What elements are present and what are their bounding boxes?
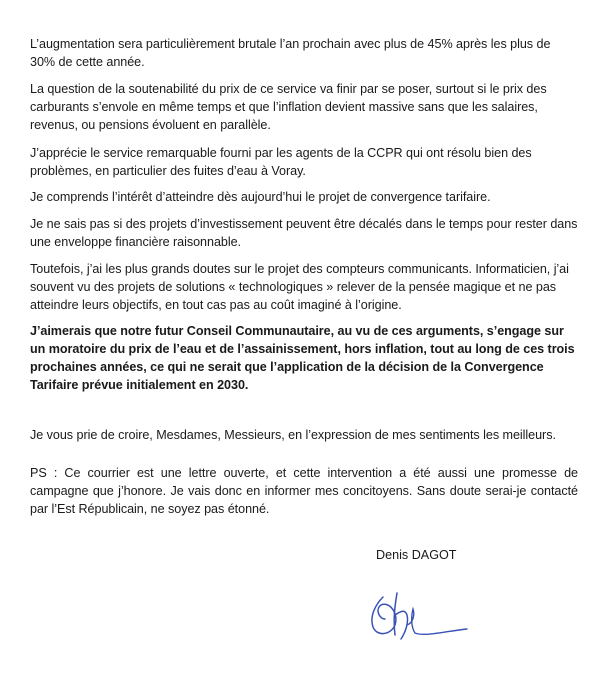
paragraph-sustainability: La question de la soutenabilité du prix de ce service va finir par se poser, surtout si le prix des carburants s’envole en même temps et que l’inflation devient massive sans que les salaires, revenus, ou pensions évoluent en parallèle. [30, 82, 547, 132]
paragraph-moratorium-request: J’aimerais que notre futur Conseil Communautaire, au vu de ces arguments, s’engage sur un moratoire du prix de l’eau et de l’assainissement, hors inflation, tout au long de ces trois prochaines années, ce qui ne serait que l’application de la décision de la Convergence Tarifaire prévue initialement en 2030. [30, 324, 575, 392]
paragraph-closing-formula: Je vous prie de croire, Mesdames, Messieurs, en l’expression de mes sentiments les meilleurs. [30, 428, 556, 442]
signer-name: Denis DAGOT [376, 548, 457, 562]
paragraph-postscript: PS : Ce courrier est une lettre ouverte, et cette intervention a été aussi une promesse de campagne que j’honore. Je vais donc en informer mes concitoyens. Sans doute serai-je contacté par l’Est Républicain, ne soyez pas étonné. [30, 466, 578, 516]
paragraph-price-increase: L’augmentation sera particulièrement brutale l’an prochain avec plus de 45% après les plus de 30% de cette année. [30, 37, 551, 69]
signature-stroke-tail [407, 609, 467, 634]
paragraph-convergence: Je comprends l’intérêt d’atteindre dès aujourd’hui le projet de convergence tarifaire. [30, 190, 491, 204]
paragraph-investments: Je ne sais pas si des projets d’investissement peuvent être décalés dans le temps pour rester dans une enveloppe financière raisonnable. [30, 217, 578, 249]
paragraph-smart-meters: Toutefois, j’ai les plus grands doutes sur le projet des compteurs communicants. Informaticien, j’ai souvent vu des projets de solutions « technologiques » relever de la pensée magique et ne pas atteindre leurs objectifs, en tout cas pas au coût imaginé à l’origine. [30, 262, 569, 312]
handwritten-signature [355, 585, 475, 655]
paragraph-appreciation: J’apprécie le service remarquable fourni par les agents de la CCPR qui ont résolu bien des problèmes, en particulier des fuites d’eau à Voray. [30, 146, 532, 178]
signature-stroke-initial [372, 597, 396, 634]
